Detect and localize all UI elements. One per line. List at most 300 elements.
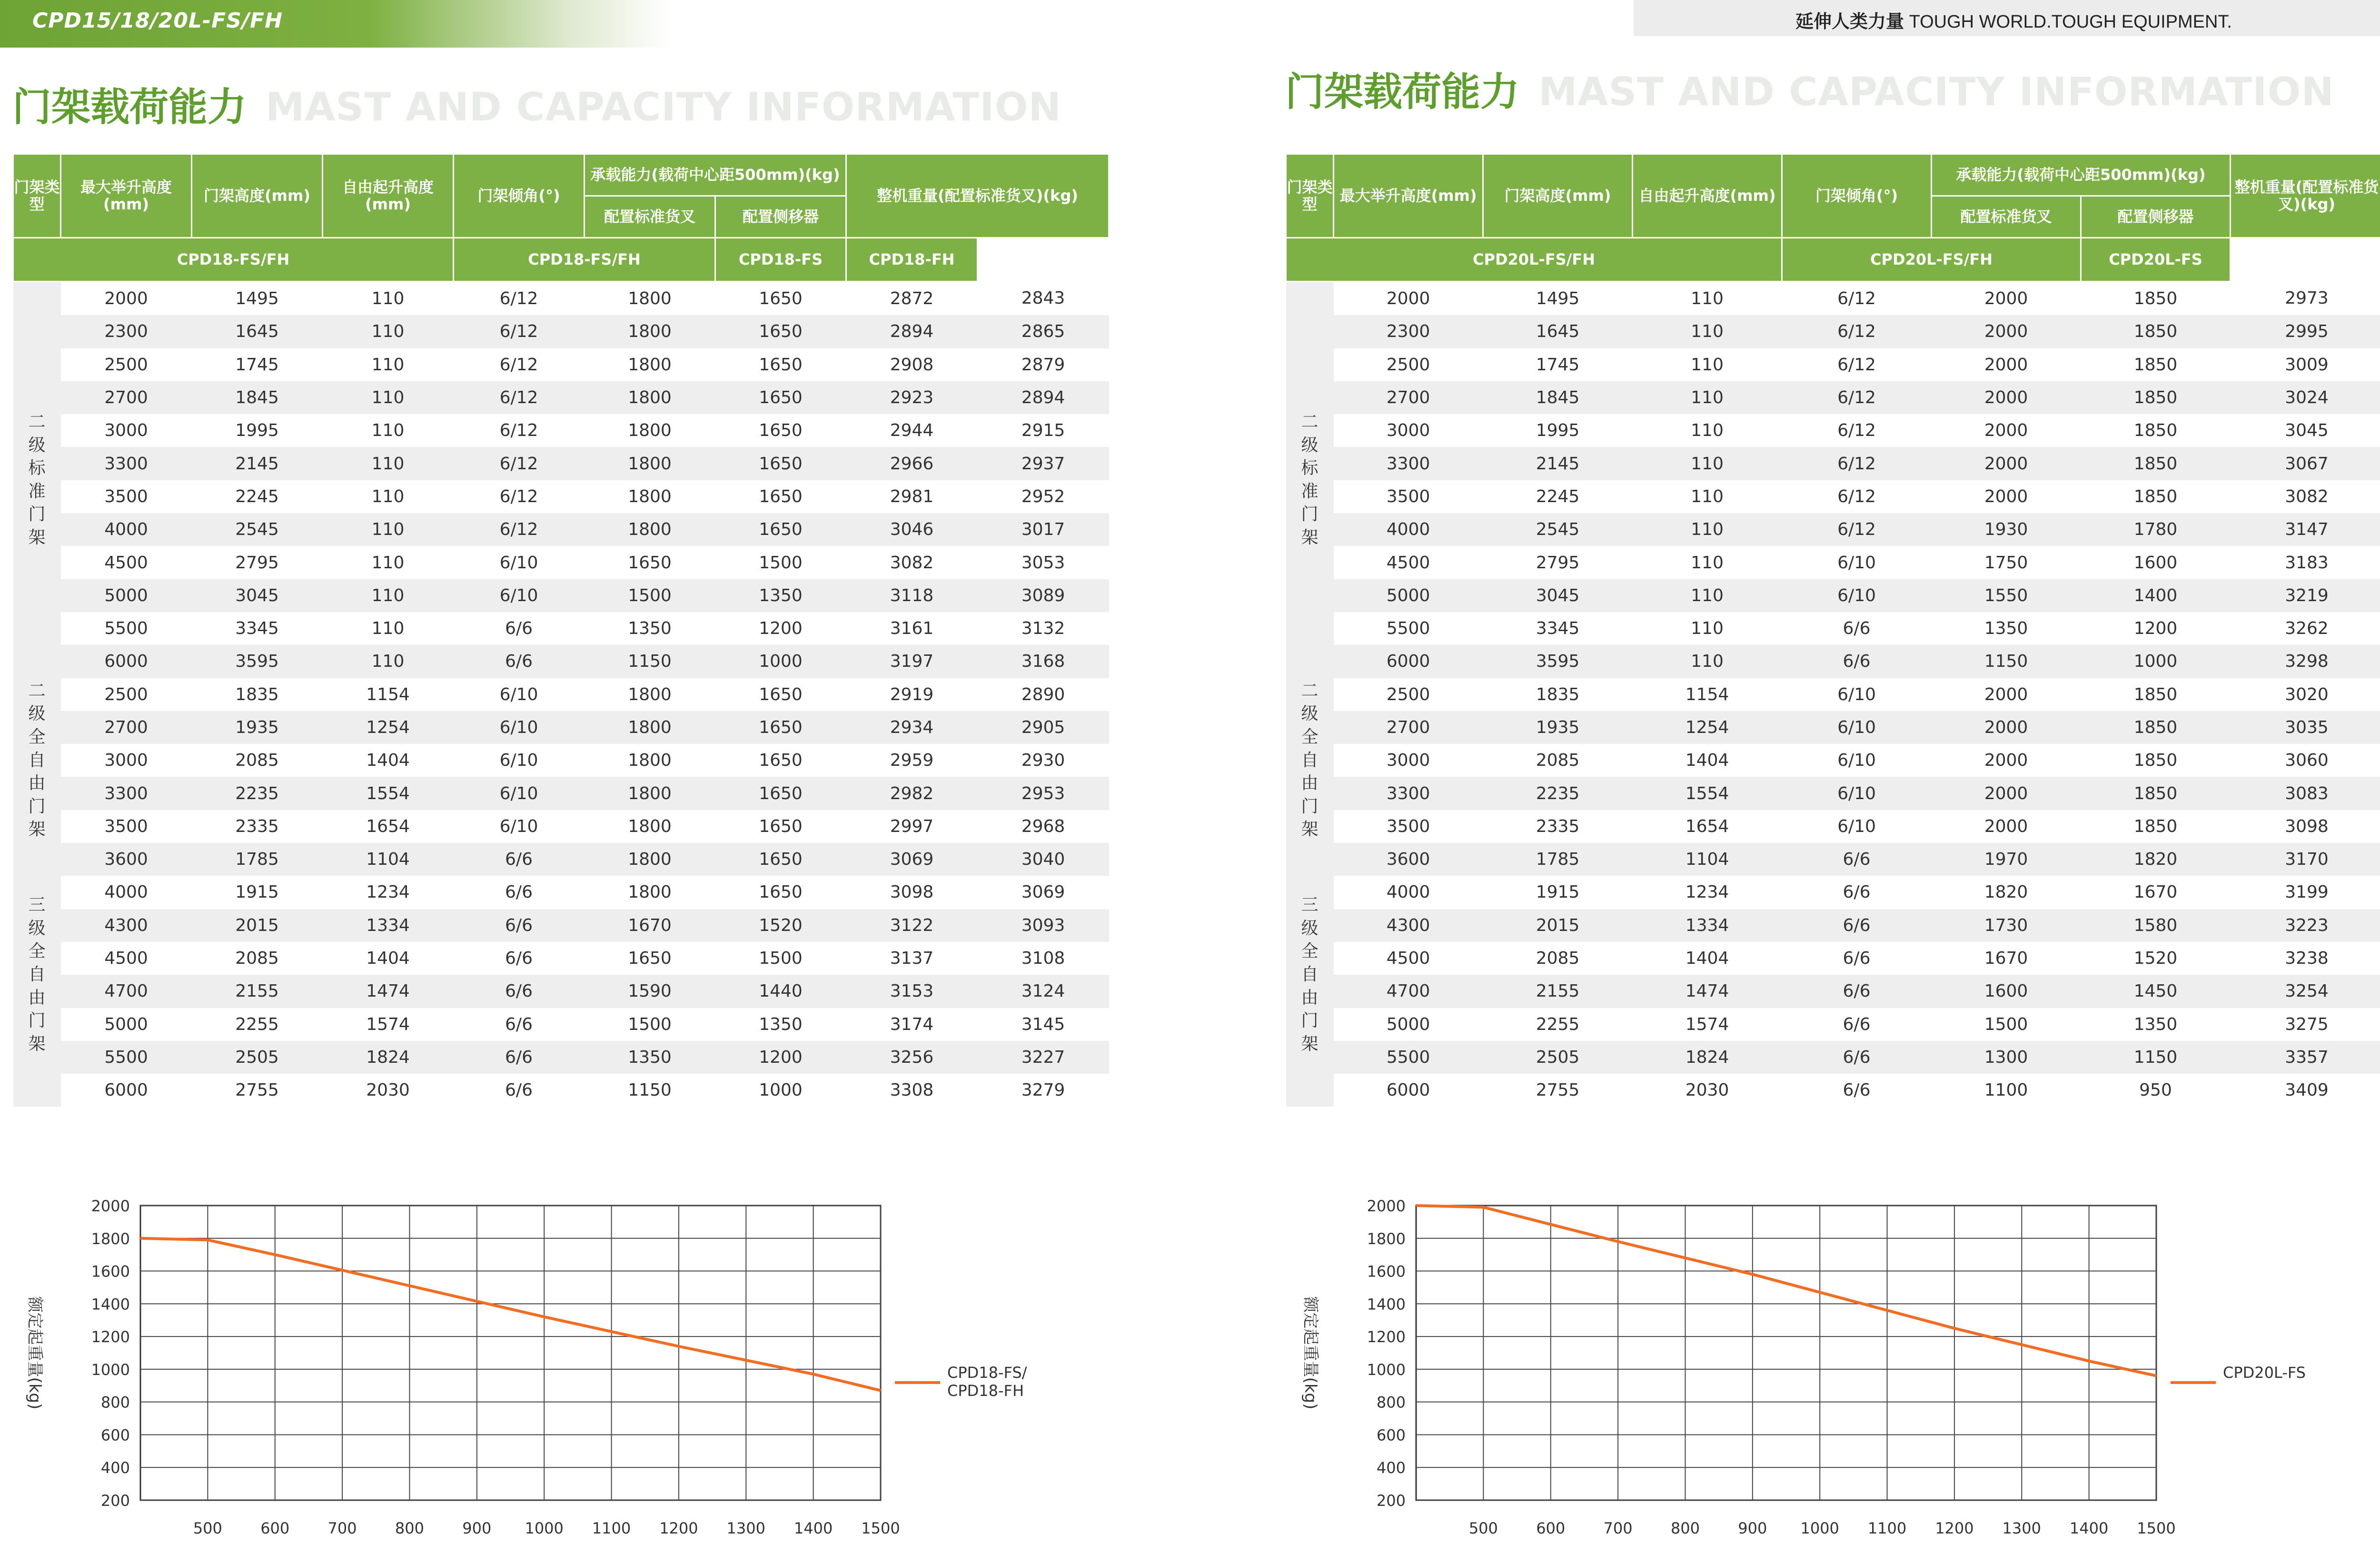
table-cell: 6/12 — [1782, 315, 1932, 348]
table-cell: 3345 — [235, 619, 279, 639]
table-cell: 1254 — [323, 711, 454, 744]
table-cell: 1520 — [715, 909, 846, 942]
table-cell: 2155 — [192, 975, 323, 1008]
table-cell: 110 — [371, 289, 405, 309]
table-cell: 3098 — [2285, 816, 2329, 836]
table-row — [13, 480, 1109, 513]
table-cell: 110 — [323, 513, 454, 546]
table-row — [13, 348, 1109, 381]
table-cell: 6/6 — [505, 619, 533, 639]
table-cell: 3035 — [2231, 711, 2380, 744]
table-cell: 2505 — [192, 1041, 323, 1074]
table-cell: 3118 — [846, 579, 978, 612]
table-cell: 1580 — [2081, 909, 2231, 942]
table-row — [1286, 1074, 2380, 1107]
table-cell: 1350 — [715, 579, 846, 612]
table-cell: 1915 — [235, 882, 279, 902]
table-row — [13, 612, 1109, 645]
table-cell: 6/6 — [1843, 882, 1871, 902]
table-cell: 3009 — [2285, 355, 2329, 375]
table-cell: 1670 — [1984, 949, 2028, 969]
y-tick-label: 2000 — [1367, 1197, 1406, 1215]
table-cell: 110 — [323, 381, 454, 414]
x-tick-label: 1300 — [2002, 1519, 2041, 1537]
table-cell: 6/10 — [1837, 553, 1876, 573]
x-tick-label: 500 — [1468, 1519, 1498, 1537]
table-cell: 2995 — [2231, 315, 2380, 348]
table-cell: 6000 — [1386, 1080, 1430, 1100]
table-cell: 110 — [371, 619, 405, 639]
table-cell: 1915 — [1536, 882, 1580, 902]
table-cell: 1150 — [585, 645, 715, 678]
table-cell: 2919 — [890, 684, 934, 704]
table-row — [1286, 1008, 2380, 1041]
table-row — [1286, 744, 2380, 777]
table-cell: 3227 — [978, 1041, 1109, 1074]
y-tick-label: 400 — [1376, 1459, 1406, 1477]
table-cell: 2959 — [890, 751, 934, 771]
table-cell: 2500 — [104, 684, 148, 704]
left-capacity-chart — [0, 1180, 1142, 1561]
table-cell: 6/10 — [1782, 579, 1932, 612]
x-tick-label: 1400 — [2069, 1519, 2109, 1537]
table-cell: 1350 — [585, 1041, 715, 1074]
table-row — [1286, 414, 2380, 447]
table-cell: 2930 — [1021, 751, 1065, 771]
table-cell: 1835 — [1536, 684, 1580, 704]
x-tick-label: 600 — [260, 1519, 290, 1537]
table-cell: 2915 — [1021, 421, 1065, 441]
table-row — [1286, 777, 2380, 810]
weight-label-a: CPD18-FS — [715, 238, 846, 282]
table-cell: 1650 — [759, 421, 803, 441]
table-cell: 1800 — [628, 684, 672, 704]
table-row — [1286, 480, 2380, 513]
table-cell: 1495 — [235, 289, 279, 309]
table-cell: 5000 — [1334, 579, 1483, 612]
table-cell: 1650 — [628, 949, 672, 969]
table-cell: 3500 — [104, 816, 148, 836]
table-cell: 5000 — [1386, 1014, 1430, 1034]
table-cell: 1850 — [2081, 381, 2231, 414]
x-tick-label: 1400 — [793, 1519, 833, 1537]
table-cell: 1495 — [1536, 289, 1580, 309]
model-banner — [0, 0, 671, 48]
table-cell: 2085 — [235, 751, 279, 771]
table-cell: 1800 — [585, 843, 715, 876]
table-cell: 1800 — [628, 355, 672, 375]
table-cell: 2255 — [235, 1014, 279, 1034]
curve-point — [1550, 1224, 1551, 1225]
table-cell: 2908 — [890, 355, 934, 375]
table-cell: 2755 — [1536, 1080, 1580, 1100]
table-cell: 2300 — [1334, 315, 1483, 348]
table-cell: 6/6 — [454, 1041, 585, 1074]
table-cell: 1970 — [1932, 843, 2081, 876]
mast-type-cell: 三 级 全 自 由 门 架 — [13, 843, 61, 1107]
table-row — [13, 1008, 1109, 1041]
table-cell: 1850 — [2133, 355, 2178, 375]
table-cell: 110 — [323, 645, 454, 678]
table-cell: 1800 — [585, 513, 715, 546]
table-cell: 6/6 — [1843, 949, 1871, 969]
table-cell: 110 — [1691, 486, 1724, 506]
table-cell: 4700 — [61, 975, 192, 1008]
y-tick-label: 1400 — [91, 1295, 130, 1314]
table-cell: 1400 — [2081, 579, 2231, 612]
table-cell: 6/10 — [499, 684, 538, 704]
table-cell: 110 — [1633, 513, 1782, 546]
table-cell: 3147 — [2231, 513, 2380, 546]
table-cell: 2145 — [192, 447, 323, 480]
table-cell: 2843 — [1021, 288, 1065, 308]
col-weight: 整机重量(配置标准货叉)(kg) — [846, 154, 1109, 238]
table-cell: 1650 — [715, 843, 846, 876]
table-cell: 6/12 — [1837, 421, 1876, 441]
table-cell: 1850 — [2133, 684, 2178, 704]
table-cell: 3254 — [2231, 975, 2380, 1008]
table-cell: 3595 — [192, 645, 323, 678]
table-row — [13, 1074, 1109, 1107]
table-cell: 110 — [1691, 355, 1724, 375]
table-cell: 3275 — [2285, 1014, 2329, 1034]
table-cell: 2953 — [978, 777, 1109, 810]
table-cell: 1730 — [1932, 909, 2081, 942]
table-cell: 1820 — [2081, 843, 2231, 876]
table-cell: 2085 — [1536, 751, 1580, 771]
table-cell: 6/6 — [505, 1080, 533, 1100]
table-cell: 110 — [1633, 579, 1782, 612]
table-cell: 2865 — [978, 315, 1109, 348]
table-cell: 3183 — [2285, 553, 2329, 573]
table-cell: 3345 — [1536, 619, 1580, 639]
x-tick-label: 1300 — [726, 1519, 765, 1537]
y-tick-label: 200 — [100, 1492, 130, 1510]
table-cell: 2545 — [192, 513, 323, 546]
table-cell: 3500 — [104, 486, 148, 506]
table-cell: 1500 — [585, 579, 715, 612]
table-cell: 3098 — [890, 882, 934, 902]
table-cell: 1850 — [2133, 816, 2178, 836]
table-cell: 2000 — [1386, 289, 1430, 309]
table-cell: 6/10 — [499, 553, 538, 573]
table-cell: 1800 — [628, 882, 672, 902]
table-cell: 1334 — [323, 909, 454, 942]
table-cell: 3145 — [1021, 1014, 1065, 1034]
left-capacity-table — [12, 153, 1110, 1107]
table-cell: 2500 — [1386, 355, 1430, 375]
table-cell: 3082 — [2285, 486, 2329, 506]
table-cell: 2968 — [1021, 816, 1065, 836]
table-cell: 1650 — [715, 381, 846, 414]
col-std-fork: 配置标准货叉 — [585, 196, 715, 238]
table-cell: 2795 — [1536, 553, 1580, 573]
table-cell: 6/10 — [499, 751, 538, 771]
table-cell: 1404 — [366, 751, 410, 771]
table-cell: 1200 — [715, 1041, 846, 1074]
table-cell: 2000 — [1932, 315, 2081, 348]
table-cell: 110 — [371, 421, 405, 441]
table-cell: 1000 — [2081, 645, 2231, 678]
table-cell: 3045 — [192, 579, 323, 612]
col-side-shift: 配置侧移器 — [2081, 196, 2231, 238]
table-cell: 1100 — [1984, 1080, 2028, 1100]
curve-point — [1752, 1274, 1753, 1275]
table-cell: 1850 — [2081, 315, 2231, 348]
x-tick-label: 800 — [395, 1519, 424, 1537]
table-cell: 2000 — [1984, 684, 2028, 704]
table-cell: 1935 — [192, 711, 323, 744]
table-cell: 4500 — [1386, 949, 1430, 969]
table-cell: 1824 — [323, 1041, 454, 1074]
table-row — [13, 777, 1109, 810]
table-cell: 1350 — [1984, 619, 2028, 639]
table-row — [13, 744, 1109, 777]
table-row — [13, 513, 1109, 546]
y-tick-label: 1400 — [1367, 1295, 1406, 1314]
y-tick-label: 800 — [1376, 1393, 1406, 1412]
model-label-b: CPD18-FS/FH — [454, 238, 715, 282]
table-cell: 1200 — [2133, 619, 2178, 639]
table-cell: 1650 — [715, 711, 846, 744]
model-label-a: CPD18-FS/FH — [13, 238, 454, 282]
legend-label: CPD18-FS/ CPD18-FH — [947, 1363, 1027, 1400]
table-cell: 1154 — [366, 684, 410, 704]
table-row — [1286, 645, 2380, 678]
col-tilt: 门架倾角(°) — [454, 154, 585, 238]
table-row — [13, 810, 1109, 843]
col-capacity: 承载能力(载荷中心距500mm)(kg) — [585, 154, 846, 196]
table-cell: 1745 — [235, 355, 279, 375]
table-cell: 1650 — [759, 355, 803, 375]
table-cell: 2500 — [1386, 684, 1430, 704]
table-cell: 1404 — [1685, 949, 1729, 969]
table-cell: 1654 — [1685, 816, 1729, 836]
table-cell: 2894 — [978, 381, 1109, 414]
capacity-curve — [140, 1238, 881, 1391]
table-cell: 6000 — [1334, 645, 1483, 678]
table-cell: 2015 — [1483, 909, 1633, 942]
table-cell: 1154 — [1685, 684, 1729, 704]
table-cell: 1200 — [759, 619, 803, 639]
table-row — [13, 876, 1109, 909]
table-cell: 6/10 — [1837, 684, 1876, 704]
mast-type-cell: 二 级 标 准 门 架 — [1286, 282, 1334, 678]
table-cell: 1850 — [2133, 751, 2178, 771]
table-cell: 1000 — [759, 1080, 803, 1100]
table-cell: 3000 — [104, 421, 148, 441]
table-cell: 6/10 — [454, 579, 585, 612]
table-cell: 4500 — [104, 949, 148, 969]
table-row — [1286, 678, 2380, 711]
table-row — [13, 843, 1109, 876]
table-cell: 2700 — [1334, 381, 1483, 414]
table-cell: 1650 — [759, 684, 803, 704]
table-cell: 1104 — [323, 843, 454, 876]
table-cell: 1930 — [1932, 513, 2081, 546]
curve-point — [476, 1301, 477, 1302]
plot-frame — [1416, 1206, 2156, 1500]
mast-type-cell: 二 级 全 自 由 门 架 — [1286, 678, 1334, 843]
table-cell: 1800 — [628, 421, 672, 441]
table-cell: 2235 — [1483, 777, 1633, 810]
table-cell: 110 — [1633, 447, 1782, 480]
table-row — [13, 315, 1109, 348]
table-cell: 1404 — [366, 949, 410, 969]
table-row — [1286, 579, 2380, 612]
weight-label-a: CPD20L-FS — [2081, 238, 2231, 282]
table-cell: 1850 — [2133, 421, 2178, 441]
table-cell: 6/6 — [454, 909, 585, 942]
table-cell: 1574 — [366, 1014, 410, 1034]
table-cell: 2700 — [61, 711, 192, 744]
y-tick-label: 2000 — [91, 1197, 130, 1215]
table-cell: 1850 — [2081, 777, 2231, 810]
x-tick-label: 1000 — [525, 1519, 564, 1537]
table-cell: 1650 — [759, 289, 803, 309]
table-cell: 2872 — [890, 289, 934, 309]
table-cell: 950 — [2139, 1080, 2172, 1100]
col-mast-height: 门架高度(mm) — [192, 154, 323, 238]
table-cell: 6/10 — [1782, 711, 1932, 744]
table-cell: 3168 — [978, 645, 1109, 678]
table-cell: 2245 — [235, 486, 279, 506]
table-cell: 3174 — [890, 1014, 934, 1034]
table-cell: 4500 — [104, 553, 148, 573]
table-cell: 1234 — [1685, 882, 1729, 902]
slogan-en: TOUGH WORLD.TOUGH EQUIPMENT. — [1904, 12, 2232, 32]
table-cell: 3045 — [1483, 579, 1633, 612]
table-cell: 1590 — [585, 975, 715, 1008]
table-cell: 5000 — [61, 579, 192, 612]
table-row — [1286, 612, 2380, 645]
table-cell: 1150 — [628, 1080, 672, 1100]
table-cell: 6/6 — [1843, 1080, 1871, 1100]
col-free-lift: 自由起升高度(mm) — [1633, 154, 1782, 238]
table-cell: 3024 — [2231, 381, 2380, 414]
table-cell: 1350 — [2133, 1014, 2178, 1034]
table-cell: 110 — [371, 486, 405, 506]
right-capacity-chart — [1276, 1180, 2380, 1561]
y-tick-label: 200 — [1376, 1492, 1406, 1510]
table-cell: 1650 — [628, 553, 672, 573]
table-cell: 1440 — [715, 975, 846, 1008]
x-tick-label: 1500 — [2137, 1519, 2176, 1537]
table-row — [1286, 975, 2380, 1008]
table-cell: 2335 — [235, 816, 279, 836]
table-row — [1286, 447, 2380, 480]
table-cell: 1850 — [2133, 289, 2178, 309]
table-cell: 6/10 — [454, 711, 585, 744]
x-tick-label: 600 — [1536, 1519, 1566, 1537]
table-cell: 1745 — [1536, 355, 1580, 375]
x-tick-label: 900 — [1738, 1519, 1767, 1537]
table-cell: 110 — [1691, 553, 1724, 573]
y-tick-label: 1000 — [91, 1360, 130, 1379]
table-cell: 6/10 — [1782, 777, 1932, 810]
table-cell: 1650 — [759, 486, 803, 506]
table-cell: 1995 — [1536, 421, 1580, 441]
table-cell: 2000 — [1984, 289, 2028, 309]
table-cell: 110 — [371, 553, 405, 573]
table-cell: 3040 — [978, 843, 1109, 876]
table-cell: 2966 — [846, 447, 978, 480]
table-cell: 3223 — [2231, 909, 2380, 942]
table-cell: 1254 — [1633, 711, 1782, 744]
table-cell: 1234 — [366, 882, 410, 902]
table-row — [13, 414, 1109, 447]
table-cell: 1850 — [2081, 447, 2231, 480]
x-tick-label: 900 — [462, 1519, 492, 1537]
y-axis-label: 额定起重量(kg) — [25, 1296, 44, 1410]
table-row — [13, 1041, 1109, 1074]
table-cell: 6/6 — [505, 949, 533, 969]
table-cell: 3500 — [1386, 816, 1430, 836]
col-mast-height: 门架高度(mm) — [1483, 154, 1633, 238]
y-tick-label: 600 — [100, 1426, 130, 1444]
table-cell: 1824 — [1633, 1041, 1782, 1074]
slogan-cn: 延伸人类力量 — [1795, 12, 1904, 32]
table-row — [1286, 546, 2380, 579]
table-cell: 1150 — [2081, 1041, 2231, 1074]
table-cell: 2894 — [846, 315, 978, 348]
table-cell: 6/12 — [1782, 381, 1932, 414]
model-label-a: CPD20L-FS/FH — [1286, 238, 1782, 282]
table-cell: 3069 — [846, 843, 978, 876]
table-cell: 1650 — [715, 315, 846, 348]
table-cell: 5500 — [61, 1041, 192, 1074]
table-cell: 3124 — [978, 975, 1109, 1008]
table-cell: 3083 — [2231, 777, 2380, 810]
table-cell: 1350 — [628, 619, 672, 639]
table-cell: 1474 — [323, 975, 454, 1008]
table-row — [13, 381, 1109, 414]
table-row — [1286, 315, 2380, 348]
table-cell: 1574 — [1685, 1014, 1729, 1034]
table-cell: 2000 — [1932, 711, 2081, 744]
table-cell: 1650 — [759, 882, 803, 902]
right-section-title — [1285, 61, 2335, 115]
table-cell: 2030 — [1685, 1080, 1729, 1100]
col-mast-type: 门架类型 — [13, 154, 61, 238]
table-cell: 1000 — [715, 645, 846, 678]
col-max-lift: 最大举升高度(mm) — [1334, 154, 1483, 238]
col-weight: 整机重量(配置标准货叉)(kg) — [2231, 154, 2380, 238]
table-cell: 3595 — [1483, 645, 1633, 678]
table-cell: 1650 — [715, 447, 846, 480]
table-cell: 4500 — [1386, 553, 1430, 573]
table-row — [1286, 711, 2380, 744]
table-cell: 1350 — [759, 1014, 803, 1034]
table-cell: 3600 — [61, 843, 192, 876]
y-tick-label: 1800 — [1367, 1229, 1406, 1248]
table-cell: 1800 — [628, 289, 672, 309]
table-cell: 1554 — [1633, 777, 1782, 810]
table-cell: 2905 — [978, 711, 1109, 744]
model-label-b: CPD20L-FS/FH — [1782, 238, 2081, 282]
table-row — [1286, 876, 2380, 909]
table-cell: 1850 — [2133, 486, 2178, 506]
table-cell: 110 — [1633, 381, 1782, 414]
table-cell: 1554 — [323, 777, 454, 810]
table-cell: 6/6 — [1843, 1014, 1871, 1034]
col-max-lift: 最大举升高度(mm) — [61, 154, 192, 238]
table-cell: 1404 — [1685, 751, 1729, 771]
table-row — [13, 546, 1109, 579]
capacity-curve — [1416, 1206, 2156, 1376]
table-cell: 2981 — [890, 486, 934, 506]
table-cell: 1600 — [1932, 975, 2081, 1008]
